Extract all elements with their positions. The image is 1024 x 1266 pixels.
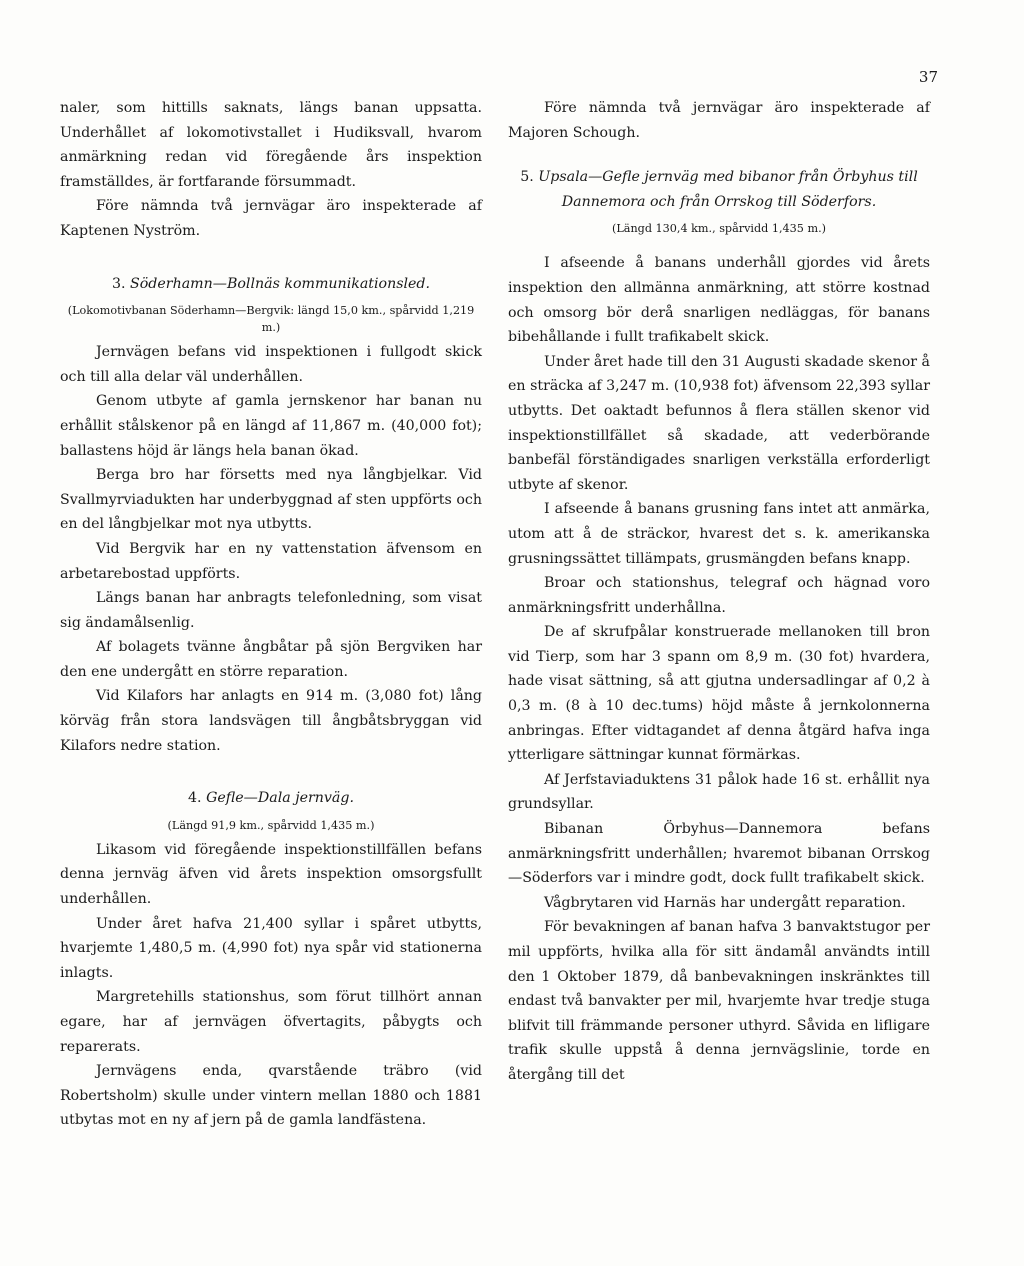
paragraph: Vågbrytaren vid Harnäs har undergått reparation. [544, 894, 906, 911]
paragraph: Före nämnda två jernvägar äro inspekterade af Kaptenen Nyström. [60, 198, 482, 239]
paragraph: Af Jerfstaviaduktens 31 pålok hade 16 st. erhållit nya grundsyllar. [508, 771, 930, 813]
paragraph: naler, som hittills saknats, längs banan uppsatta. Underhållet af lokomotivstallet i Hudiksvall, hvarom anmärkning redan vid föregående års inspektion framställdes, är fortfarande försummadt. [60, 100, 482, 190]
paragraph: Under året hade till den 31 Augusti skadade skenor å en sträcka af 3,247 m. (10,938 fot) äfvensom 22,393 syllar utbytts. Det oaktadt befunnos å flera ställen skenor vid inspektionstillfället så skadade, att vederbörande banbefäl förständigades snarligen verkställa erforderligt utbyte af skenor. [508, 353, 931, 493]
right-column [508, 96, 930, 1088]
section-title: Upsala—Gefle jernväg med bibanor från Örbyhus till Dannemora och från Orrskog till Söderfors. [538, 169, 918, 210]
paragraph: Af bolagets tvänne ångbåtar på sjön Bergviken har den ene undergått en större reparation. [60, 639, 482, 680]
section-title: Gefle—Dala jernväg. [206, 790, 354, 807]
paragraph: Margretehills stationshus, som förut tillhört annan egare, har af jernvägen öfvertagits, påbygts och reparerats. [60, 989, 482, 1055]
paragraph: Längs banan har anbragts telefonledning, som visat sig ändamålsenlig. [60, 590, 482, 631]
section-subtitle: (Längd 130,4 km., spårvidd 1,435 m.) [612, 222, 826, 236]
paragraph: Broar och stationshus, telegraf och hägnad voro anmärkningsfritt underhållna. [508, 575, 930, 616]
section-heading-4 [60, 786, 482, 811]
paragraph: Berga bro har försetts med nya långbjelkar. Vid Svallmyrviadukten har underbyggnad af sten uppförts och en del långbjelkar mot nya utbytts. [60, 467, 482, 533]
section-title: Söderhamn—Bollnäs kommunikationsled. [130, 275, 431, 292]
section-subtitle: (Längd 91,9 km., spårvidd 1,435 m.) [167, 818, 375, 832]
paragraph: De af skrufpålar konstruerade mellanoken till bron vid Tierp, som har 3 spann om 8,9 m. (30 fot) hvardera, hade visat sättning, så att gjutna undersadlingar af 0,2 à 0,3 m. (8 à 10 dec.tums) höjd måste å jernkolonnerna anbringas. Efter vidtagandet af denna åtgärd hafva inga ytterligare sättningar kunnat förmärkas. [508, 624, 930, 764]
section-number: 4. [188, 790, 202, 807]
paragraph: Före nämnda två jernvägar äro inspekterade af Majoren Schough. [508, 100, 930, 141]
paragraph: Likasom vid föregående inspektionstillfällen befans denna jernväg äfven vid årets inspektion omsorgsfullt underhållen. [60, 841, 482, 908]
section-heading-5 [508, 165, 930, 214]
paragraph: Jernvägen befans vid inspektionen i fullgodt skick och till alla delar väl underhållen. [60, 344, 482, 385]
section-number: 3. [111, 275, 126, 292]
paragraph: Under året hafva 21,400 syllar i spåret utbytts, hvarjemte 1,480,5 m. (4,990 fot) nya spår vid stationerna inlagts. [60, 915, 482, 981]
left-column [60, 96, 482, 1133]
paragraph: Bibanan Örbyhus—Dannemora befans anmärkningsfritt underhållen; hvaremot bibanan Orrskog —Söderfors var i mindre godt, dock fullt trafikabelt skick. [508, 821, 930, 887]
page-number: 37 [918, 68, 938, 86]
section-subtitle: (Lokomotivbanan Söderhamn—Bergvik: längd 15,0 km., spårvidd 1,219 m.) [67, 304, 475, 335]
paragraph: Genom utbyte af gamla jernskenor har banan nu erhållit stålskenor på en längd af 11,867 m. (40,000 fot); ballastens höjd är längs hela banan ökad. [60, 393, 482, 459]
section-heading-3 [60, 272, 482, 297]
paragraph: Vid Bergvik har en ny vattenstation äfvensom en arbetarebostad uppförts. [60, 540, 482, 582]
paragraph: Jernvägens enda, qvarstående träbro (vid Robertsholm) skulle under vintern mellan 1880 och 1881 utbytas mot en ny af jern på de gamla landfästena. [60, 1063, 482, 1129]
section-number: 5. [520, 169, 534, 186]
paragraph: Vid Kilafors har anlagts en 914 m. (3,080 fot) lång körväg från stora landsvägen till ångbåtsbryggan vid Kilafors nedre station. [60, 688, 482, 754]
paragraph: I afseende å banans underhåll gjordes vid årets inspektion den allmänna anmärkning, att större kostnad och omsorg bör derå snarligen nedläggas, för banans bibehållande i fullt trafikabelt skick. [508, 255, 930, 346]
paragraph: För bevakningen af banan hafva 3 banvaktstugor per mil uppförts, hvilka alla för sitt ändamål användts intill den 1 Oktober 1879, då banbevakningen inskränktes till endast två banvakter per mil, hvarjemte hvar tredje stuga blifvit till främmande personer uthyrd. Såvida en lifligare trafik skulle uppstå å denna jernvägslinie, torde en återgång till det [508, 919, 930, 1083]
paragraph: I afseende å banans grusning fans intet att anmärka, utom att å de sträckor, hvarest det s. k. amerikanska grusningssättet tillämpats, grusmängden befans knapp. [508, 501, 930, 567]
